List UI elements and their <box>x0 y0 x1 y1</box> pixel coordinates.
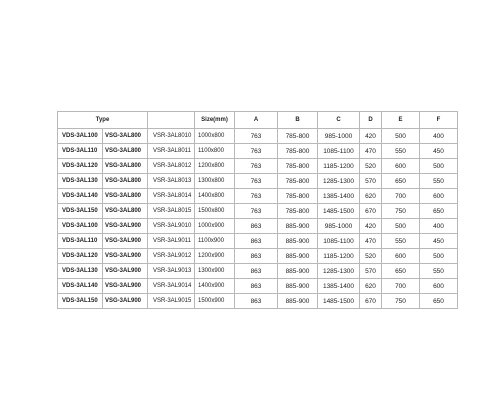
cell-dim-a: 863 <box>235 279 278 294</box>
cell-size: 1300x900 <box>195 264 235 279</box>
cell-dim-b: 785-800 <box>278 189 318 204</box>
cell-dim-e: 750 <box>382 204 420 219</box>
header-type: Type <box>58 112 148 129</box>
cell-type-door: VDS-3AL140 <box>58 189 103 204</box>
cell-dim-a: 863 <box>235 264 278 279</box>
cell-dim-c: 1185-1200 <box>318 249 360 264</box>
cell-dim-e: 550 <box>382 144 420 159</box>
cell-dim-c: 1385-1400 <box>318 279 360 294</box>
cell-dim-b: 885-900 <box>278 294 318 309</box>
cell-dim-e: 650 <box>382 264 420 279</box>
cell-dim-c: 1285-1300 <box>318 264 360 279</box>
header-c: C <box>318 112 360 129</box>
cell-type-door: VDS-3AL130 <box>58 264 103 279</box>
table-row <box>58 294 458 309</box>
cell-dim-d: 520 <box>360 159 382 174</box>
cell-dim-e: 500 <box>382 219 420 234</box>
cell-type-glass: VSG-3AL800 <box>103 204 148 219</box>
cell-dim-e: 600 <box>382 159 420 174</box>
cell-dim-a: 863 <box>235 234 278 249</box>
cell-dim-d: 670 <box>360 294 382 309</box>
cell-dim-d: 570 <box>360 174 382 189</box>
cell-model-code: VSR-3AL8015 <box>148 204 195 219</box>
header-f: F <box>420 112 458 129</box>
cell-type-door: VDS-3AL150 <box>58 294 103 309</box>
cell-dim-a: 863 <box>235 249 278 264</box>
cell-dim-c: 1485-1500 <box>318 294 360 309</box>
cell-dim-f: 550 <box>420 174 458 189</box>
cell-type-door: VDS-3AL140 <box>58 279 103 294</box>
cell-dim-f: 600 <box>420 279 458 294</box>
cell-dim-b: 885-900 <box>278 219 318 234</box>
cell-dim-b: 885-900 <box>278 234 318 249</box>
cell-dim-e: 500 <box>382 129 420 144</box>
cell-dim-d: 470 <box>360 144 382 159</box>
cell-size: 1100x900 <box>195 234 235 249</box>
cell-type-glass: VSG-3AL800 <box>103 189 148 204</box>
cell-dim-d: 670 <box>360 204 382 219</box>
cell-size: 1500x900 <box>195 294 235 309</box>
cell-type-glass: VSG-3AL900 <box>103 219 148 234</box>
cell-dim-d: 470 <box>360 234 382 249</box>
cell-type-glass: VSG-3AL800 <box>103 129 148 144</box>
spec-table <box>57 111 458 309</box>
cell-dim-a: 863 <box>235 219 278 234</box>
cell-dim-a: 763 <box>235 174 278 189</box>
cell-dim-c: 1185-1200 <box>318 159 360 174</box>
cell-dim-f: 500 <box>420 159 458 174</box>
cell-dim-d: 420 <box>360 129 382 144</box>
cell-dim-c: 1085-1100 <box>318 144 360 159</box>
table-row <box>58 144 458 159</box>
cell-size: 1000x800 <box>195 129 235 144</box>
cell-model-code: VSR-3AL8011 <box>148 144 195 159</box>
cell-model-code: VSR-3AL9010 <box>148 219 195 234</box>
cell-size: 1100x800 <box>195 144 235 159</box>
table-row <box>58 189 458 204</box>
table-row <box>58 234 458 249</box>
cell-type-glass: VSG-3AL800 <box>103 174 148 189</box>
cell-dim-c: 985-1000 <box>318 219 360 234</box>
cell-type-door: VDS-3AL120 <box>58 159 103 174</box>
cell-dim-a: 863 <box>235 294 278 309</box>
cell-type-door: VDS-3AL100 <box>58 129 103 144</box>
cell-dim-f: 450 <box>420 144 458 159</box>
table-row <box>58 279 458 294</box>
cell-model-code: VSR-3AL9013 <box>148 264 195 279</box>
cell-type-door: VDS-3AL100 <box>58 219 103 234</box>
cell-model-code: VSR-3AL9015 <box>148 294 195 309</box>
cell-dim-e: 600 <box>382 249 420 264</box>
header-b: B <box>278 112 318 129</box>
cell-size: 1300x800 <box>195 174 235 189</box>
table-row <box>58 174 458 189</box>
cell-dim-b: 785-800 <box>278 129 318 144</box>
cell-dim-c: 1385-1400 <box>318 189 360 204</box>
cell-dim-d: 620 <box>360 279 382 294</box>
cell-model-code: VSR-3AL8014 <box>148 189 195 204</box>
cell-dim-b: 785-800 <box>278 144 318 159</box>
cell-type-glass: VSG-3AL900 <box>103 249 148 264</box>
cell-dim-b: 785-800 <box>278 204 318 219</box>
cell-dim-f: 650 <box>420 294 458 309</box>
table-row <box>58 219 458 234</box>
cell-dim-f: 450 <box>420 234 458 249</box>
table-body <box>58 129 458 309</box>
cell-dim-e: 650 <box>382 174 420 189</box>
cell-dim-a: 763 <box>235 159 278 174</box>
cell-type-glass: VSG-3AL900 <box>103 234 148 249</box>
cell-dim-b: 885-900 <box>278 279 318 294</box>
cell-size: 1400x900 <box>195 279 235 294</box>
table-row <box>58 204 458 219</box>
cell-size: 1200x900 <box>195 249 235 264</box>
cell-dim-a: 763 <box>235 189 278 204</box>
cell-type-glass: VSG-3AL900 <box>103 279 148 294</box>
cell-size: 1500x800 <box>195 204 235 219</box>
cell-dim-b: 785-800 <box>278 174 318 189</box>
cell-dim-c: 1285-1300 <box>318 174 360 189</box>
cell-dim-a: 763 <box>235 204 278 219</box>
cell-dim-b: 785-800 <box>278 159 318 174</box>
header-size: Size(mm) <box>195 112 235 129</box>
cell-type-door: VDS-3AL130 <box>58 174 103 189</box>
cell-type-door: VDS-3AL110 <box>58 144 103 159</box>
cell-model-code: VSR-3AL8010 <box>148 129 195 144</box>
table-row <box>58 129 458 144</box>
cell-size: 1400x800 <box>195 189 235 204</box>
cell-dim-c: 985-1000 <box>318 129 360 144</box>
cell-size: 1200x800 <box>195 159 235 174</box>
table-header <box>58 112 458 129</box>
header-a: A <box>235 112 278 129</box>
cell-type-door: VDS-3AL110 <box>58 234 103 249</box>
cell-dim-b: 885-900 <box>278 264 318 279</box>
cell-dim-f: 500 <box>420 249 458 264</box>
cell-size: 1000x900 <box>195 219 235 234</box>
cell-dim-d: 570 <box>360 264 382 279</box>
table-row <box>58 249 458 264</box>
cell-dim-f: 400 <box>420 129 458 144</box>
cell-dim-d: 620 <box>360 189 382 204</box>
header-row <box>58 112 458 129</box>
cell-model-code: VSR-3AL8013 <box>148 174 195 189</box>
cell-dim-e: 700 <box>382 279 420 294</box>
header-blank <box>148 112 195 129</box>
cell-dim-e: 550 <box>382 234 420 249</box>
cell-model-code: VSR-3AL8012 <box>148 159 195 174</box>
cell-dim-d: 520 <box>360 249 382 264</box>
cell-type-glass: VSG-3AL900 <box>103 264 148 279</box>
cell-type-glass: VSG-3AL900 <box>103 294 148 309</box>
cell-type-glass: VSG-3AL800 <box>103 159 148 174</box>
cell-dim-e: 750 <box>382 294 420 309</box>
cell-dim-e: 700 <box>382 189 420 204</box>
cell-dim-f: 650 <box>420 204 458 219</box>
cell-dim-f: 600 <box>420 189 458 204</box>
cell-dim-a: 763 <box>235 129 278 144</box>
cell-model-code: VSR-3AL9011 <box>148 234 195 249</box>
table-row <box>58 159 458 174</box>
cell-type-glass: VSG-3AL800 <box>103 144 148 159</box>
cell-dim-c: 1085-1100 <box>318 234 360 249</box>
table-row <box>58 264 458 279</box>
cell-dim-b: 885-900 <box>278 249 318 264</box>
cell-dim-c: 1485-1500 <box>318 204 360 219</box>
cell-model-code: VSR-3AL9012 <box>148 249 195 264</box>
cell-model-code: VSR-3AL9014 <box>148 279 195 294</box>
cell-type-door: VDS-3AL150 <box>58 204 103 219</box>
cell-dim-f: 400 <box>420 219 458 234</box>
cell-type-door: VDS-3AL120 <box>58 249 103 264</box>
header-d: D <box>360 112 382 129</box>
header-e: E <box>382 112 420 129</box>
cell-dim-f: 550 <box>420 264 458 279</box>
cell-dim-d: 420 <box>360 219 382 234</box>
cell-dim-a: 763 <box>235 144 278 159</box>
